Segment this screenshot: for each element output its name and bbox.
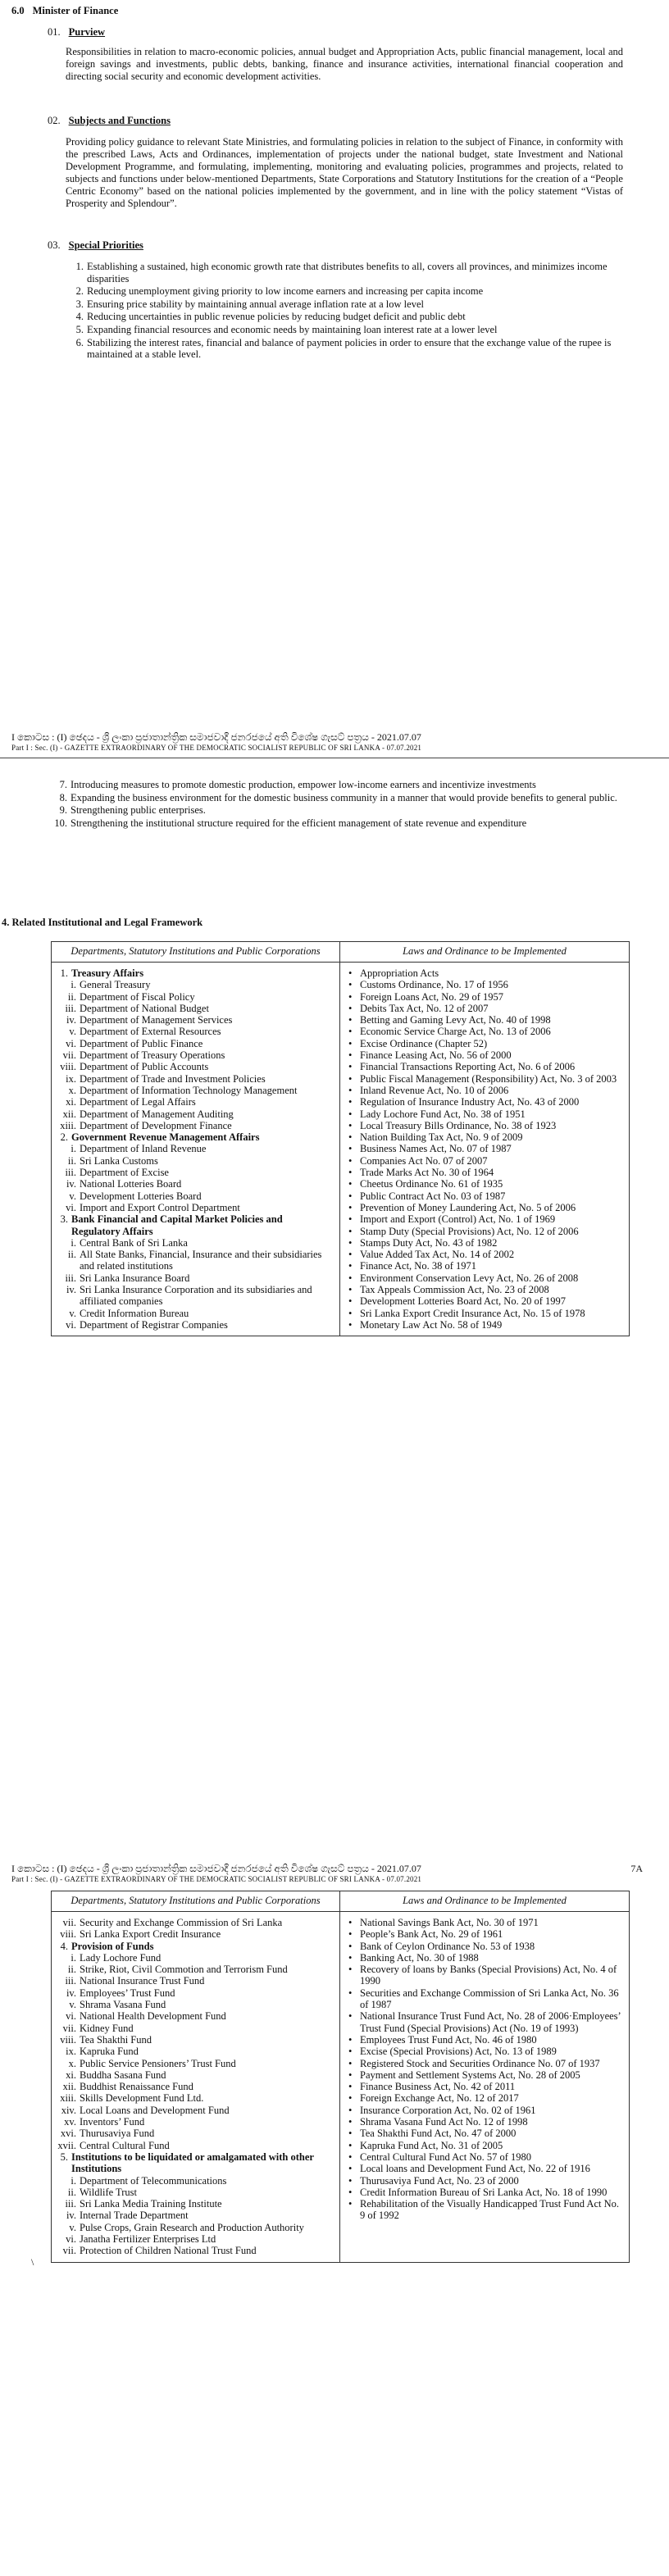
item-text: Kidney Fund [80,2022,134,2034]
item-number: 1. [75,261,84,272]
item-text: Ensuring price stability by maintaining annual average inflation rate at a low level [87,298,424,310]
table-header [52,942,629,963]
departments-column [52,963,340,1336]
department-item [55,1202,333,1213]
law-item: • Rehabilitation of the Visually Handicapped Trust Fund Act No. 9 of 1992 [345,2198,621,2222]
law-item: • Trade Marks Act No. 30 of 1964 [345,1167,621,1178]
law-item: • Excise (Special Provisions) Act, No. 13 of 1989 [345,2046,621,2057]
priority-item [67,337,625,361]
item-text: Department of Management Services [80,1014,233,1026]
laws-list [340,1917,629,2222]
item-text: Department of Excise [80,1167,169,1179]
item-text: Wildlife Trust [80,2186,137,2198]
department-item [55,2092,333,2104]
law-item: • Tea Shakthi Fund Act, No. 47 of 2000 [345,2128,621,2139]
item-text: Tea Shakthi Fund [80,2033,152,2046]
department-item [55,1987,333,1999]
item-text: Employees’ Trust Fund [80,1987,175,1999]
item-number: ii. [67,1249,76,1261]
law-item: • Bank of Ceylon Ordinance No. 53 of 1938 [345,1941,621,1952]
department-item [55,1999,333,2010]
item-number: 1. [60,967,68,979]
law-item: • Appropriation Acts [345,967,621,979]
item-number: xi. [66,2069,76,2081]
item-number: i. [71,1951,76,1964]
item-text: Pulse Crops, Grain Research and Production Authority [80,2221,304,2233]
law-item: • Nation Building Tax Act, No. 9 of 2009 [345,1131,621,1143]
purview-text: Responsibilities in relation to macro-economic policies, annual budget and Appropriation Acts, public financial management, local and foreign savings and investments, public debts, banking, finance and insurance activities, international financial cooperation and directing social security and economic development activities. [66,46,623,82]
law-item: • Debits Tax Act, No. 12 of 2007 [345,1003,621,1014]
department-item [55,2034,333,2046]
item-text: National Health Development Fund [80,2010,226,2023]
department-item [55,1061,333,1072]
department-item [55,1237,333,1249]
item-text: Buddha Sasana Fund [80,2069,166,2081]
priorities-list [67,261,625,362]
item-number: v. [69,1307,76,1319]
department-item [55,1073,333,1085]
departments-column [52,1912,340,2262]
law-item: • Shrama Vasana Fund Act No. 12 of 1998 [345,2116,621,2128]
item-text: Buddhist Renaissance Fund [80,2081,193,2093]
laws-column [340,1912,629,2262]
department-item [55,1964,333,1975]
laws-column [340,963,629,1336]
item-number: iv. [66,1284,76,1296]
law-item: • Securities and Exchange Commission of Sri Lanka Act, No. 36 of 1987 [345,1987,621,2011]
department-item [55,967,333,979]
item-number: i. [71,2174,76,2187]
item-text: Stabilizing the interest rates, financial and balance of payment policies in order to ensure that the exchange value of the rupee is maintained at a stable level. [87,336,612,361]
priority-item [51,779,625,791]
law-item: • Inland Revenue Act, No. 10 of 2006 [345,1085,621,1096]
priority-item [67,324,625,336]
item-text: Reducing unemployment giving priority to low income earners and increasing per capita income [87,285,484,298]
running-header-english: Part I : Sec. (I) - GAZETTE EXTRAORDINARY OF THE DEMOCRATIC SOCIALIST REPUBLIC OF SRI LANKA - 07.07.2021 [11,744,422,752]
department-item [55,2151,333,2175]
item-text: Protection of Children National Trust Fund [80,2245,257,2257]
department-item [55,2233,333,2245]
subjects-text: Providing policy guidance to relevant State Ministries, and formulating policies in relation to the subject of Finance, in conformity with the prescribed Laws, Acts and Ordinances, implementation of projects under the national budget, state Investment and National Development Programme, and formulating, implementing, monitoring and evaluating policies, programmes and projects, related to subjects and functions under below-mentioned Departments, State Corporations and Statutory Institutions for the creation of a “People Centric Economy” based on the national policies implemented by the government, and in line with the policy statement “Vistas of Prosperity and Splendour”. [66,136,623,209]
item-number: ii. [67,1964,76,1976]
department-item [55,2187,333,2198]
law-item: • Local Treasury Bills Ordinance, No. 38 of 1923 [345,1120,621,1131]
item-number: v. [69,1026,76,1038]
item-number: iii. [65,1272,76,1284]
item-text: Sri Lanka Insurance Corporation and its subsidiaries and affiliated companies [80,1284,312,1308]
item-text: Department of Public Finance [80,1037,203,1049]
item-text: Internal Trade Department [80,2210,189,2222]
gazette-page-2 [0,730,669,1664]
department-item [55,1049,333,1061]
item-number: viii. [60,2033,76,2046]
law-item: • Customs Ordinance, No. 17 of 1956 [345,979,621,990]
department-item [55,1319,333,1331]
item-number: iii. [65,1002,76,1014]
header-departments: Departments, Statutory Institutions and Public Corporations [52,942,340,962]
priority-item [67,261,625,284]
item-text: Central Bank of Sri Lanka [80,1236,188,1249]
law-item: • Excise Ordinance (Chapter 52) [345,1038,621,1049]
law-item: • Thurusaviya Fund Act, No. 23 of 2000 [345,2175,621,2187]
department-item [55,2128,333,2139]
priority-item [67,285,625,298]
item-number: iii. [65,1975,76,1987]
department-item [55,1085,333,1096]
law-item: • Tax Appeals Commission Act, No. 23 of 2008 [345,1284,621,1295]
item-text: Kapruka Fund [80,2046,139,2058]
department-item [55,1155,333,1167]
department-item [55,1928,333,1940]
law-item: • Lady Lochore Fund Act, No. 38 of 1951 [345,1108,621,1120]
item-text: Reducing uncertainties in public revenue policies by reducing budget deficit and public debt [87,311,466,323]
heading-text: Minister of Finance [32,5,119,16]
priorities-heading: 03. Special Priorities [48,239,143,251]
item-number: v. [69,1999,76,2011]
department-item [55,1096,333,1108]
law-item: • Foreign Loans Act, No. 29 of 1957 [345,991,621,1003]
framework-table-continued [51,1891,630,2263]
department-item [55,2069,333,2081]
item-number: vii. [62,2245,76,2257]
item-text: Central Cultural Fund [80,2139,170,2151]
item-number: 4. [75,311,84,323]
item-number: viii. [60,1061,76,1073]
item-number: 5. [60,2150,68,2163]
department-item [55,1975,333,1987]
law-item: • Financial Transactions Reporting Act, No. 6 of 2006 [345,1061,621,1072]
item-text: Sri Lanka Customs [80,1154,158,1167]
running-header [11,731,659,752]
law-item: • National Savings Bank Act, No. 30 of 1971 [345,1917,621,1928]
framework-table [51,941,630,1336]
item-text: Department of National Budget [80,1002,209,1014]
item-text: Department of Development Finance [80,1119,232,1131]
priority-item [51,817,625,830]
item-number: xvi. [60,2128,76,2140]
priority-item [67,298,625,311]
department-item [55,991,333,1003]
laws-list [340,967,629,1331]
priority-item [67,311,625,323]
item-number: xii. [62,1108,76,1120]
table-body [52,963,629,1336]
table-header [52,1891,629,1912]
item-number: 6. [75,336,84,348]
law-item: • Value Added Tax Act, No. 14 of 2002 [345,1249,621,1260]
running-header-sinhala: I කොටස : (I) ඡෙදය - ශ්‍රී ලංකා ප්‍රජාතාන්ත්‍රික සමාජවාදී ජනරජයේ අති විශේෂ ගැසට් පත්‍රය - 2021.07.07 [11,1863,421,1874]
item-text: Strike, Riot, Civil Commotion and Terrorism Fund [80,1964,288,1976]
law-item: • Central Cultural Fund Act No. 57 of 1980 [345,2151,621,2163]
item-text: Department of External Resources [80,1026,221,1038]
item-text: Institutions to be liquidated or amalgamated with other Institutions [71,2150,314,2175]
item-number: iv. [66,1987,76,1999]
department-item [55,2140,333,2151]
law-item: • Public Contract Act No. 03 of 1987 [345,1190,621,1202]
priority-item [51,804,625,817]
item-number: 9. [59,804,67,817]
header-laws: Laws and Ordinance to be Implemented [403,945,567,957]
department-item [55,1917,333,1928]
department-item [55,2210,333,2221]
item-number: vii. [62,1049,76,1062]
item-number: xiv. [61,2104,76,2116]
law-item: • Insurance Corporation Act, No. 02 of 1961 [345,2105,621,2116]
law-item: • Stamps Duty Act, No. 43 of 1982 [345,1237,621,1249]
law-item: • Finance Business Act, No. 42 of 2011 [345,2081,621,2092]
item-number: ix. [66,2046,76,2058]
department-item [55,2081,333,2092]
law-item: • Import and Export (Control) Act, No. 1 of 1969 [345,1213,621,1225]
law-item: • Finance Act, No. 38 of 1971 [345,1260,621,1272]
header-departments: Departments, Statutory Institutions and Public Corporations [52,1891,340,1911]
item-number: viii. [60,1928,76,1941]
item-text: Expanding financial resources and economic needs by maintaining loan interest rate at a lower level [87,323,498,335]
law-item: • Public Fiscal Management (Responsibility) Act, No. 3 of 2003 [345,1073,621,1085]
purview-heading: 01. Purview [48,26,106,38]
item-number: ii. [67,1154,76,1167]
department-item [55,1213,333,1237]
law-item: • Monetary Law Act No. 58 of 1949 [345,1319,621,1331]
department-item [55,1308,333,1319]
item-text: Skills Development Fund Ltd. [80,2092,204,2105]
page-number: 7A [630,1863,643,1874]
margin-mark: \ [31,2256,34,2268]
item-text: Import and Export Control Department [80,1201,240,1213]
department-item [55,2058,333,2069]
item-number: iv. [66,1178,76,1190]
running-header [11,1863,659,1883]
item-text: Department of Inland Revenue [80,1143,207,1155]
item-number: 3. [75,298,84,310]
item-text: Department of Registrar Companies [80,1318,228,1331]
item-number: 7. [59,779,67,790]
item-text: Introducing measures to promote domestic production, empower low-income earners and incentivize investments [71,779,536,790]
law-item: • Employees Trust Fund Act, No. 46 of 1980 [345,2034,621,2046]
item-number: 5. [75,323,84,335]
department-item [55,2105,333,2116]
item-number: i. [71,1236,76,1249]
department-item [55,2023,333,2034]
department-item [55,2175,333,2187]
item-text: Lady Lochore Fund [80,1951,162,1964]
law-item: • Companies Act No. 07 of 2007 [345,1155,621,1167]
item-text: Local Loans and Development Fund [80,2104,230,2116]
item-number: v. [69,1190,76,1202]
item-number: vii. [62,2022,76,2034]
item-text: Department of Public Accounts [80,1061,209,1073]
department-item [55,2245,333,2256]
item-text: General Treasury [80,979,151,991]
item-text: Inventors’ Fund [80,2116,145,2128]
item-number: ii. [67,2186,76,2198]
law-item: • Local loans and Development Fund Act, No. 22 of 1916 [345,2163,621,2174]
department-item [55,979,333,990]
framework-heading: 4. Related Institutional and Legal Framework [2,917,203,928]
item-text: Shrama Vasana Fund [80,1999,166,2011]
gazette-page-3 [0,1861,669,2576]
law-item: • People’s Bank Act, No. 29 of 1961 [345,1928,621,1940]
item-number: 8. [59,791,67,803]
law-item: • Sri Lanka Export Credit Insurance Act, No. 15 of 1978 [345,1308,621,1319]
department-item [55,1003,333,1014]
item-text: Department of Trade and Investment Policies [80,1072,266,1085]
department-item [55,1190,333,1202]
law-item: • Prevention of Money Laundering Act, No. 5 of 2006 [345,1202,621,1213]
law-item: • Foreign Exchange Act, No. 12 of 2017 [345,2092,621,2104]
law-item: • Banking Act, No. 30 of 1988 [345,1952,621,1964]
minister-heading [11,5,126,17]
item-text: Department of Information Technology Management [80,1084,298,1096]
item-text: Strengthening public enterprises. [71,804,206,817]
item-text: Strengthening the institutional structure required for the efficient management of state revenue and expenditure [71,817,527,829]
item-text: Credit Information Bureau [80,1307,189,1319]
item-number: ix. [66,1072,76,1085]
law-item: • Business Names Act, No. 07 of 1987 [345,1143,621,1154]
item-text: Expanding the business environment for the domestic business community in a manner that would provide benefits to general public. [71,791,617,803]
item-number: ii. [67,990,76,1003]
department-item [55,1272,333,1284]
item-text: Public Service Pensioners’ Trust Fund [80,2057,236,2069]
item-text: Bank Financial and Capital Market Policies and Regulatory Affairs [71,1213,283,1237]
item-text: All State Banks, Financial, Insurance and their subsidiaries and related institutions [80,1249,322,1272]
item-number: xv. [64,2116,76,2128]
item-text: National Insurance Trust Fund [80,1975,205,1987]
item-number: 2. [75,285,84,298]
table-body [52,1912,629,2262]
item-text: Janatha Fertilizer Enterprises Ltd [80,2233,216,2246]
running-header-sinhala: I කොටස : (I) ඡෙදය - ශ්‍රී ලංකා ප්‍රජාතාන්ත්‍රික සමාජවාදී ජනරජයේ අති විශේෂ ගැසට් පත්‍රය - 2021.07.07 [11,731,421,743]
item-number: vi. [66,1318,76,1331]
law-item: • Stamp Duty (Special Provisions) Act, No. 12 of 2006 [345,1226,621,1237]
item-number: vi. [66,2233,76,2246]
item-number: 2. [60,1131,68,1144]
header-laws: Laws and Ordinance to be Implemented [403,1895,567,1906]
law-item: • Payment and Settlement Systems Act, No. 28 of 2005 [345,2069,621,2081]
item-number: xi. [66,1096,76,1108]
item-number: iv. [66,2210,76,2222]
law-item: • Recovery of loans by Banks (Special Provisions) Act, No. 4 of 1990 [345,1964,621,1987]
law-item: • Regulation of Insurance Industry Act, No. 43 of 2000 [345,1096,621,1108]
item-text: Department of Telecommunications [80,2174,227,2187]
item-text: Treasury Affairs [71,967,144,979]
department-item [55,1026,333,1037]
gazette-page-1 [0,0,669,484]
item-text: Sri Lanka Insurance Board [80,1272,190,1284]
item-number: x. [68,2057,76,2069]
item-text: Sri Lanka Export Credit Insurance [80,1928,221,1941]
department-item [55,1178,333,1190]
department-item [55,1014,333,1026]
item-number: xvii. [57,2139,76,2151]
department-item [55,2046,333,2057]
law-item: • Credit Information Bureau of Sri Lanka Act, No. 18 of 1990 [345,2187,621,2198]
law-item: • Economic Service Charge Act, No. 13 of 2006 [345,1026,621,1037]
law-item: • Finance Leasing Act, No. 56 of 2000 [345,1049,621,1061]
item-number: i. [71,1143,76,1155]
department-item [55,2010,333,2022]
item-number: vi. [66,1201,76,1213]
law-item: • Betting and Gaming Levy Act, No. 40 of 1998 [345,1014,621,1026]
item-number: 3. [60,1213,68,1226]
item-number: vi. [66,2010,76,2023]
item-text: Government Revenue Management Affairs [71,1131,260,1144]
priority-item [51,792,625,804]
law-item: • Cheetus Ordinance No. 61 of 1935 [345,1178,621,1190]
item-number: xiii. [60,1119,76,1131]
subjects-heading: 02. Subjects and Functions [48,115,171,126]
item-number: xii. [62,2081,76,2093]
item-number: i. [71,979,76,991]
item-text: Sri Lanka Media Training Institute [80,2198,222,2210]
item-text: Thurusaviya Fund [80,2128,155,2140]
item-number: vii. [62,1917,76,1928]
item-text: National Lotteries Board [80,1178,182,1190]
department-item [55,1167,333,1178]
departments-list [52,967,339,1331]
item-number: v. [69,2221,76,2233]
law-item: • Kapruka Fund Act, No. 31 of 2005 [345,2140,621,2151]
department-item [55,2198,333,2210]
priorities-list-continued [51,779,625,830]
departments-list [52,1917,339,2257]
department-item [55,1952,333,1964]
department-item [55,1038,333,1049]
department-item [55,1108,333,1120]
running-header-english: Part I : Sec. (I) - GAZETTE EXTRAORDINARY OF THE DEMOCRATIC SOCIALIST REPUBLIC OF SRI LANKA - 07.07.2021 [11,1875,422,1883]
item-number: iii. [65,1167,76,1179]
item-text: Establishing a sustained, high economic growth rate that distributes benefits to all, covers all provinces, and minimizes income disparities [87,261,608,284]
item-number: iv. [66,1014,76,1026]
law-item: • National Insurance Trust Fund Act, No. 28 of 2006·Employees’ Trust Fund (Special Provisions) Act (No. 19 of 1993) [345,2010,621,2034]
law-item: • Environment Conservation Levy Act, No. 26 of 2008 [345,1272,621,1284]
item-number: 10. [54,817,67,829]
item-text: Provision of Funds [71,1940,154,1952]
law-item: • Development Lotteries Board Act, No. 20 of 1997 [345,1295,621,1307]
item-text: Department of Management Auditing [80,1108,234,1120]
department-item [55,1284,333,1308]
item-text: Department of Fiscal Policy [80,990,195,1003]
law-item: • Registered Stock and Securities Ordinance No. 07 of 1937 [345,2058,621,2069]
item-text: Development Lotteries Board [80,1190,202,1202]
item-number: 4. [60,1940,68,1952]
heading-number: 6.0 [11,5,25,16]
item-number: x. [68,1084,76,1096]
department-item [55,2222,333,2233]
item-text: Security and Exchange Commission of Sri Lanka [80,1917,283,1928]
department-item [55,1131,333,1143]
item-number: vi. [66,1037,76,1049]
department-item [55,2116,333,2128]
department-item [55,1120,333,1131]
item-number: iii. [65,2198,76,2210]
department-item [55,1143,333,1154]
item-text: Department of Legal Affairs [80,1096,196,1108]
department-item [55,1941,333,1952]
item-text: Department of Treasury Operations [80,1049,225,1062]
department-item [55,1249,333,1272]
item-number: xiii. [60,2092,76,2105]
